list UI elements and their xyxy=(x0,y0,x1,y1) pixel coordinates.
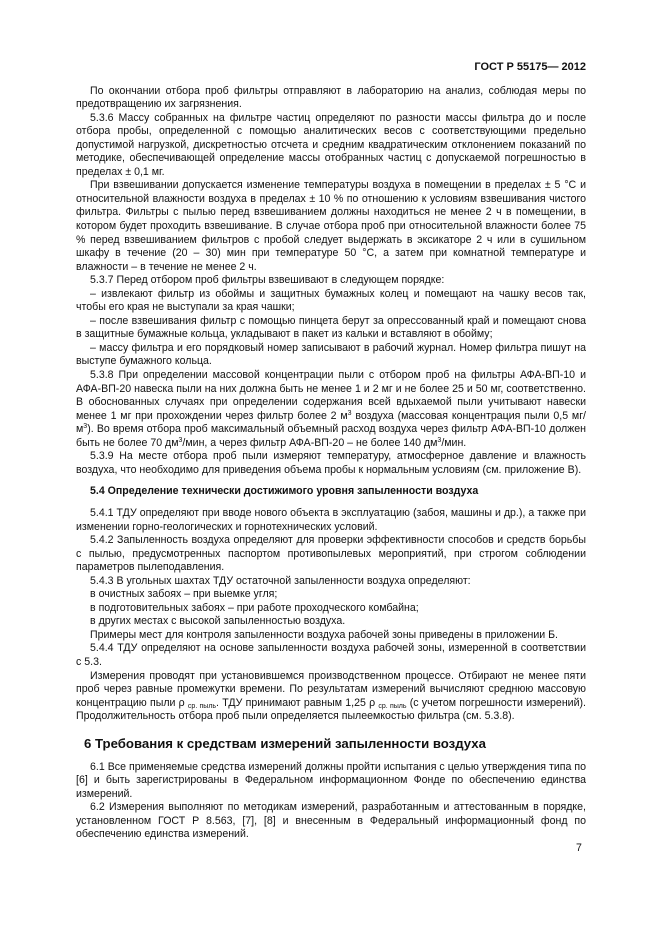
subscript: ср. пыль xyxy=(378,702,407,710)
list-item: в очистных забоях – при выемке угля; xyxy=(90,588,278,601)
superscript: 3 xyxy=(437,436,442,444)
text: /мин, а через фильтр АФА-ВП-20 – не более 140 дм xyxy=(182,436,438,449)
paragraph: Примеры мест для контроля запыленности воздуха рабочей зоны приведены в приложении Б. xyxy=(90,628,558,641)
text: /мин. xyxy=(441,436,467,449)
paragraph: По окончании отбора проб фильтры отправляют в лабораторию на анализ, соблюдая меры по предотвращению их загрязнения. xyxy=(76,84,586,111)
superscript: 3 xyxy=(347,409,352,417)
text: 5.3.8 При определении массовой концентрации пыли с отбором проб на фильтры АФА-ВП-10 и АФА-ВП-20 навеска пыли на них должна быть не менее 1 и 2 мг и не более 25 и 50 мг, соответственно. В обоснованных случаях при определении содержания всей вдыхаемой пыли учитывают навески менее 1 мг при прохождении через фильтр более 2 м xyxy=(76,369,586,422)
paragraph-5-3-9: 5.3.9 На месте отбора проб пыли измеряют температуру, атмосферное давление и влажность воздуха, что необходимо для приведения объема пробы к нормальным условиям (см. приложение В). xyxy=(76,450,586,476)
page-number: 7 xyxy=(576,842,582,854)
paragraph-5-4-3: 5.4.3 В угольных шахтах ТДУ остаточной запыленности воздуха определяют: xyxy=(90,574,471,587)
document-header: ГОСТ Р 55175— 2012 xyxy=(474,61,586,73)
list-item: в подготовительных забоях – при работе проходческого комбайна; xyxy=(90,601,419,614)
paragraph-5-3-7: 5.3.7 Перед отбором проб фильтры взвешивают в следующем порядке: xyxy=(90,274,445,287)
list-item: в других местах с высокой запыленностью воздуха. xyxy=(90,615,346,628)
text: Измерения проводят при установившемся производственном процессе. Отбирают не менее пяти проб через равные промежутки времени. По результатам измерений вычисляют среднюю массовую концентрацию пыли ρ xyxy=(76,669,586,709)
paragraph-6-1: 6.1 Все применяемые средства измерений должны пройти испытания с целью утверждения типа по [6] и быть зарегистрированы в Федеральном информационном Фонде по обеспечению единства измерений. xyxy=(76,760,586,800)
text: . ТДУ принимают равным 1,25 ρ xyxy=(216,696,379,709)
paragraph-5-3-8 xyxy=(76,369,586,450)
paragraph-measurements xyxy=(76,670,586,724)
list-item: – извлекают фильтр из обоймы и защитных бумажных колец и помещают на чашку весов так, чтобы его края не выступали за края чашки; xyxy=(76,287,586,314)
superscript: 3 xyxy=(178,436,183,444)
text: ). Во время отбора проб максимальный объемный расход воздуха через фильтр АФА-ВП-10 должен быть не более 70 дм xyxy=(76,423,586,449)
paragraph: При взвешивании допускается изменение температуры воздуха в помещении в пределах ± 5 °С и относительной влажности воздуха в пределах ± 10 % по отношению к условиям взвешивания чистого фильтра. Фильтры с пылью перед взвешиванием должны находиться не менее 2 ч в помещении, в котором будет проходить взвешивание. В случае отбора проб при относительной влажности более 75 % перед взвешиванием фильтров с пробой следует выдержать в эксикаторе 2 ч или в сушильном шкафу в течение (20 – 30) мин при температуре 50 °С, а затем при комнатной температуре и влажности – в течение не менее 2 ч. xyxy=(76,179,586,273)
list-item: – массу фильтра и его порядковый номер записывают в рабочий журнал. Номер фильтра пишут на выступе бумажного кольца. xyxy=(76,341,586,368)
subscript: ср. пыль xyxy=(187,702,217,710)
list-item: – после взвешивания фильтр с помощью пинцета берут за опрессованный край и помещают снова в защитные бумажные кольца, укладывают в пакет из кальки и вставляют в обойму; xyxy=(76,314,586,341)
paragraph-5-4-4: 5.4.4 ТДУ определяют на основе запыленности воздуха рабочей зоны, измеренной в соответствии с 5.3. xyxy=(76,642,586,668)
paragraph-5-4-2: 5.4.2 Запыленность воздуха определяют для проверки эффективности способов и средств борьбы с пылью, предусмотренных паспортом противопылевых мероприятий, при строгом соблюдении параметров пылеподавления. xyxy=(76,534,586,574)
text: (с учетом погрешности измерений). Продолжительность отбора проб пыли определяется пылеемкостью фильтра (см. 5.3.8). xyxy=(76,696,586,723)
superscript: 3 xyxy=(83,423,88,431)
section-heading-5-4: 5.4 Определение технически достижимого уровня запыленности воздуха xyxy=(90,485,479,498)
text: воздуха (массовая концентрация пыли 0,5 мг/м xyxy=(76,409,586,436)
paragraph-5-4-1: 5.4.1 ТДУ определяют при вводе нового объекта в эксплуатацию (забоя, машины и др.), а также при изменении горно-геологических и горнотехнических условий. xyxy=(76,506,586,533)
paragraph-5-3-6: 5.3.6 Массу собранных на фильтре частиц определяют по разности массы фильтра до и после отбора пробы, определенной с помощью аналитических весов с соответствующими предельно допустимой нагрузкой, дискретностью отсчета и средним квадратическим отклонением показаний по методике, обеспечивающей определение массы отобранных частиц с допускаемой погрешностью в пределах ± 0,1 мг. xyxy=(76,111,586,178)
document-page xyxy=(76,61,586,842)
paragraph-6-2: 6.2 Измерения выполняют по методикам измерений, разработанным и аттестованным в порядке, установленном ГОСТ Р 8.563, [7], [8] и внесенным в Федеральный информационный фонд по обеспечению единства измерений. xyxy=(76,801,586,841)
section-heading-6: 6 Требования к средствам измерений запыленности воздуха xyxy=(84,735,486,751)
